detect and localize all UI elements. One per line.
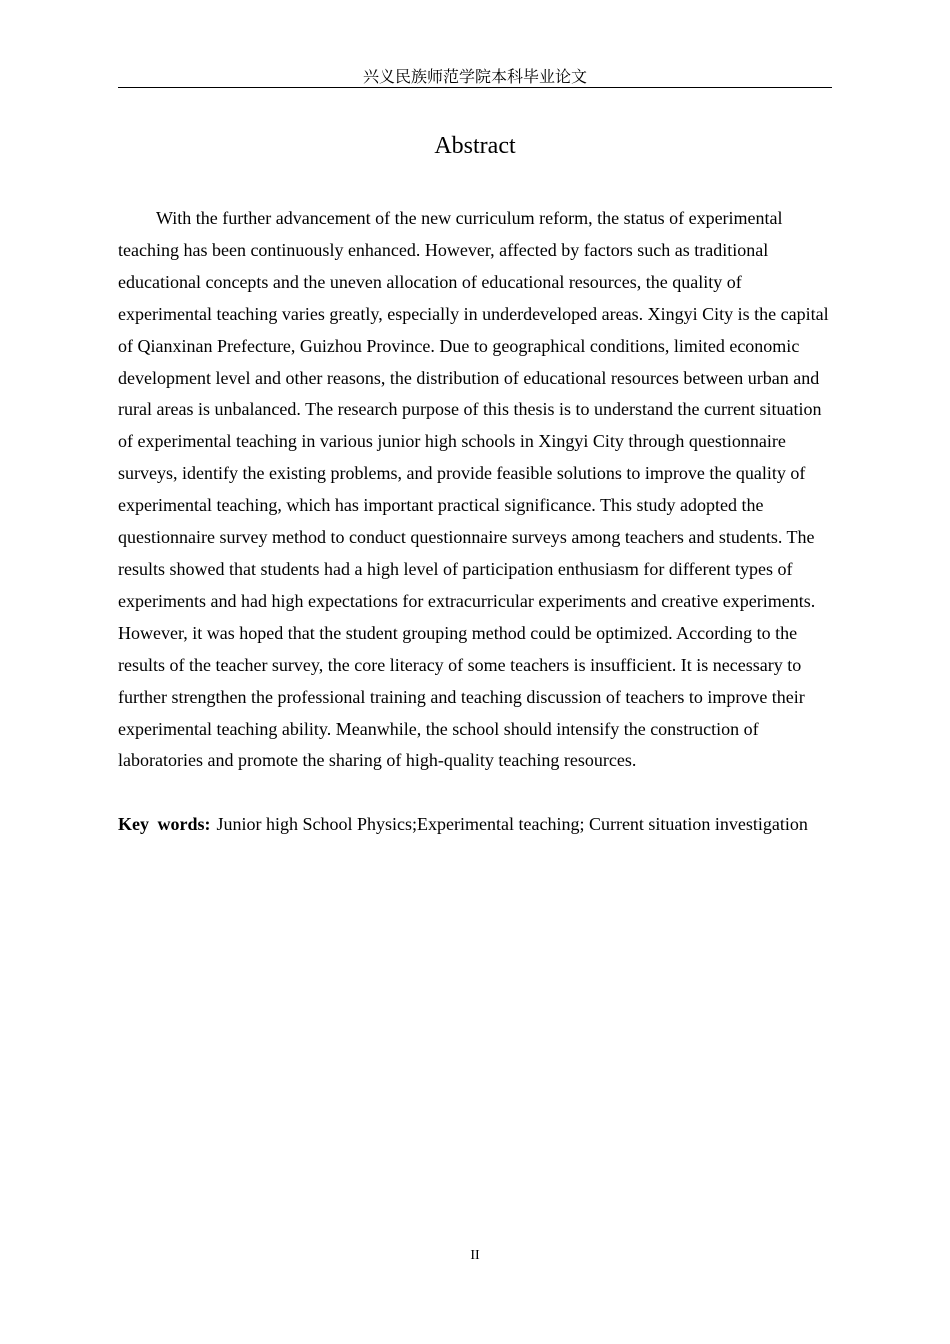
page-number: II [470, 1248, 480, 1263]
keywords-paragraph [118, 809, 832, 841]
header-rule [118, 87, 832, 88]
keywords-text: Junior high School Physics;Experimental teaching; Current situation investigation [216, 814, 808, 834]
running-header: 兴义民族师范学院本科毕业论文 [362, 69, 587, 86]
keywords-label: Key words: [118, 814, 211, 834]
abstract-title: Abstract [434, 133, 516, 159]
abstract-body: With the further advancement of the new curriculum reform, the status of experimental teaching has been continuously enhanced. However, affected by factors such as traditional educational concepts and the uneven allocation of educational resources, the quality of experimental teaching varies greatly, especially in underdeveloped areas. Xingyi City is the capital of Qianxinan Prefecture, Guizhou Province. Due to geographical conditions, limited economic development level and other reasons, the distribution of educational resources between urban and rural areas is unbalanced. The research purpose of this thesis is to understand the current situation of experimental teaching in various junior high schools in Xingyi City through questionnaire surveys, identify the existing problems, and provide feasible solutions to improve the quality of experimental teaching, which has important practical significance. This study adopted the questionnaire survey method to conduct questionnaire surveys among teachers and students. The results showed that students had a high level of participation enthusiasm for different types of experiments and had high expectations for extracurricular experiments and creative experiments. However, it was hoped that the student grouping method could be optimized. According to the results of the teacher survey, the core literacy of some teachers is insufficient. It is necessary to further strengthen the professional training and teaching discussion of teachers to improve their experimental teaching ability. Meanwhile, the school should intensify the construction of laboratories and promote the sharing of high-quality teaching resources. [118, 208, 829, 771]
